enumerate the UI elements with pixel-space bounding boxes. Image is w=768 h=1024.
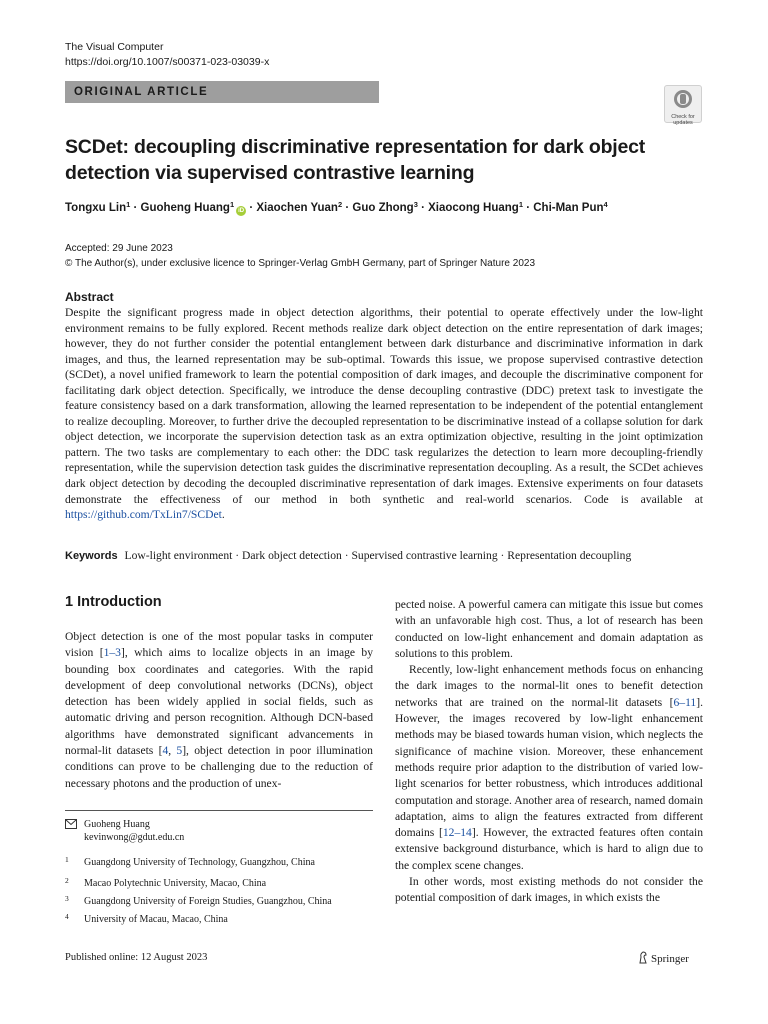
author-affiliation-number: 1	[229, 200, 235, 209]
section-heading-introduction: 1 Introduction	[65, 594, 162, 610]
intro-paragraph-1-continued: pected noise. A powerful camera can mitigate this issue but comes with an unfavorable high cost. Thus, a lot of research has been conducted on low-light enhancement and domain adaptation as solutions to this problem.	[395, 598, 703, 660]
author-affiliation-number: 1	[126, 200, 131, 209]
title-line-1: SCDet: decoupling discriminative representation for dark object	[65, 136, 646, 158]
citation-link[interactable]: 1–3	[103, 646, 121, 660]
citation-link[interactable]: 12–14	[442, 826, 472, 840]
check-for-updates-button[interactable]	[664, 85, 702, 126]
author-name[interactable]: Guoheng Huang	[140, 202, 230, 214]
author-name[interactable]: Xiaocong Huang	[428, 202, 519, 214]
left-column	[65, 629, 373, 792]
author-separator: ·	[523, 202, 534, 214]
author-name[interactable]: Xiaochen Yuan	[256, 202, 338, 214]
corresponding-author-name: Guoheng Huang	[84, 819, 150, 830]
affiliation-2: 2 Macao Polytechnic University, Macao, China	[65, 876, 267, 889]
abstract-heading: Abstract	[65, 290, 114, 304]
author-affiliation-number: 1	[518, 200, 524, 209]
doi-link[interactable]: https://doi.org/10.1007/s00371-023-03039-x	[65, 56, 270, 68]
citation-link[interactable]: 6–11	[673, 695, 697, 709]
article-type-banner: ORIGINAL ARTICLE	[65, 81, 379, 103]
footnote-divider	[65, 810, 373, 811]
author-list	[65, 202, 608, 216]
abstract-text	[65, 305, 703, 523]
intro-paragraph-1: Object detection is one of the most popular tasks in computer vision [1–3], which aims to localize objects in an image by bounding box coordinates and categories. With the rapid development of deep convolutional networks (DCNs), object detection has been widely applied in social fields, such as automatic driving and person recognition. Although DCN-based algorithms have demonstrated significant advancements in normal-lit datasets [4, 5], object detection in poor illumination conditions can prove to be challenging due to the reduction of necessary photons and the production of unex-	[65, 630, 374, 790]
citation-link[interactable]: 5	[176, 744, 183, 758]
right-column	[395, 597, 703, 907]
author-separator: ·	[342, 202, 353, 214]
intro-paragraph-2: Recently, low-light enhancement methods focus on enhancing the dark images to the normal-lit ones to benefit detection networks that are trained on the normal-lit datasets [6–11]. However, the images recovered by low-light enhancement methods may be biased towards human vision, which neglects the significance of machine vision. Moreover, these enhancement methods require prior adaption to the distribution of varied low-light scenarios for better robustness, which introduces additional computation and storage. Another area of research, named domain adaptation, aims to align the features extracted from different domains [12–14]. However, the extracted features often contain extensive background disturbance, which is hard to align due to the complex scene changes.	[395, 663, 704, 872]
keywords-line	[65, 549, 631, 562]
envelope-icon	[65, 819, 77, 829]
corresponding-author-email[interactable]: kevinwong@gdut.edu.cn	[84, 832, 185, 843]
author-name[interactable]: Guo Zhong	[352, 202, 414, 214]
check-updates-line1: Check for	[671, 114, 695, 120]
springer-horse-icon	[638, 951, 648, 964]
keywords-text: Low-light environment · Dark object detection · Supervised contrastive learning · Representation decoupling	[124, 549, 632, 562]
publisher-name: Springer	[651, 953, 689, 965]
author-affiliation-number: 3	[413, 200, 418, 209]
author-name[interactable]: Tongxu Lin	[65, 202, 127, 214]
copyright-line: © The Author(s), under exclusive licence to Springer-Verlag GmbH Germany, part of Springer Nature 2023	[65, 258, 535, 269]
accepted-date: Accepted: 29 June 2023	[65, 243, 173, 254]
author-affiliation-number: 2	[337, 200, 343, 209]
publisher-logo	[638, 951, 689, 965]
intro-paragraph-3: In other words, most existing methods do not consider the potential composition of dark images, in which exists the	[395, 875, 703, 905]
paper-title	[65, 134, 685, 186]
citation-link[interactable]: 4	[162, 744, 169, 758]
abstract-body-text: Despite the significant progress made in object detection algorithms, their potential to operate effectively under the low-light environment remains to be fully explored. Recent methods realize dark object detection on the entire representation of dark images; however, they do not further consider the potential entanglement between dark disturbance and discriminative information in dark images, and thus, the learned representation may be sub-optimal. Towards this issue, we propose supervised contrastive detection (SCDet), a novel unified framework to learn the potential composition of dark images, and decouple the discriminative component for facilitating dark object detection. Specifically, we introduce the dense decoupling contrastive (DDC) pretext task to investigate the feature consistency based on a dark transformation, allowing the learned representation to be independent of the potential entanglement to realize decoupling. Moreover, to further drive the decoupled representation to be discriminative instead of a collapse solution for dark object detection, we incorporate the supervision detection task as an extra optimization objective, resulting in the joint optimization pattern. The two tasks are complementary to each other: the DDC task regularizes the detection to learn more decoupling-friendly representation, while the supervision detection task guides the discriminative representation decoupling. As a result, the SCDet achieves dark object detection by decoding the decoupled discriminative representation of dark images. Extensive experiments on four datasets demonstrate the effectiveness of our method in both synthetic and real-world scenarios. Code is available at	[65, 306, 703, 506]
journal-name: The Visual Computer	[65, 41, 164, 53]
author-separator: ·	[417, 202, 429, 214]
dates-block	[65, 241, 535, 271]
author-name[interactable]: Chi-Man Pun	[533, 202, 604, 214]
code-link[interactable]: https://github.com/TxLin7/SCDet	[65, 508, 222, 522]
author-separator: ·	[246, 202, 257, 214]
check-updates-line2: updates	[673, 120, 693, 126]
affiliation-1: 1 Guangdong University of Technology, Guangzhou, China	[65, 855, 315, 868]
author-separator: ·	[130, 202, 141, 214]
published-date: Published online: 12 August 2023	[65, 952, 208, 963]
title-line-2: detection via supervised contrastive learning	[65, 162, 475, 184]
affiliation-3: 3 Guangdong University of Foreign Studies, Guangzhou, China	[65, 894, 332, 907]
affiliation-4: 4 University of Macau, Macao, China	[65, 912, 228, 925]
journal-header	[65, 40, 269, 70]
abstract-end: .	[221, 508, 225, 522]
orcid-icon[interactable]: iD	[238, 208, 245, 214]
check-updates-icon	[673, 89, 693, 109]
keywords-label: Keywords	[65, 550, 118, 562]
author-affiliation-number: 4	[603, 200, 608, 209]
